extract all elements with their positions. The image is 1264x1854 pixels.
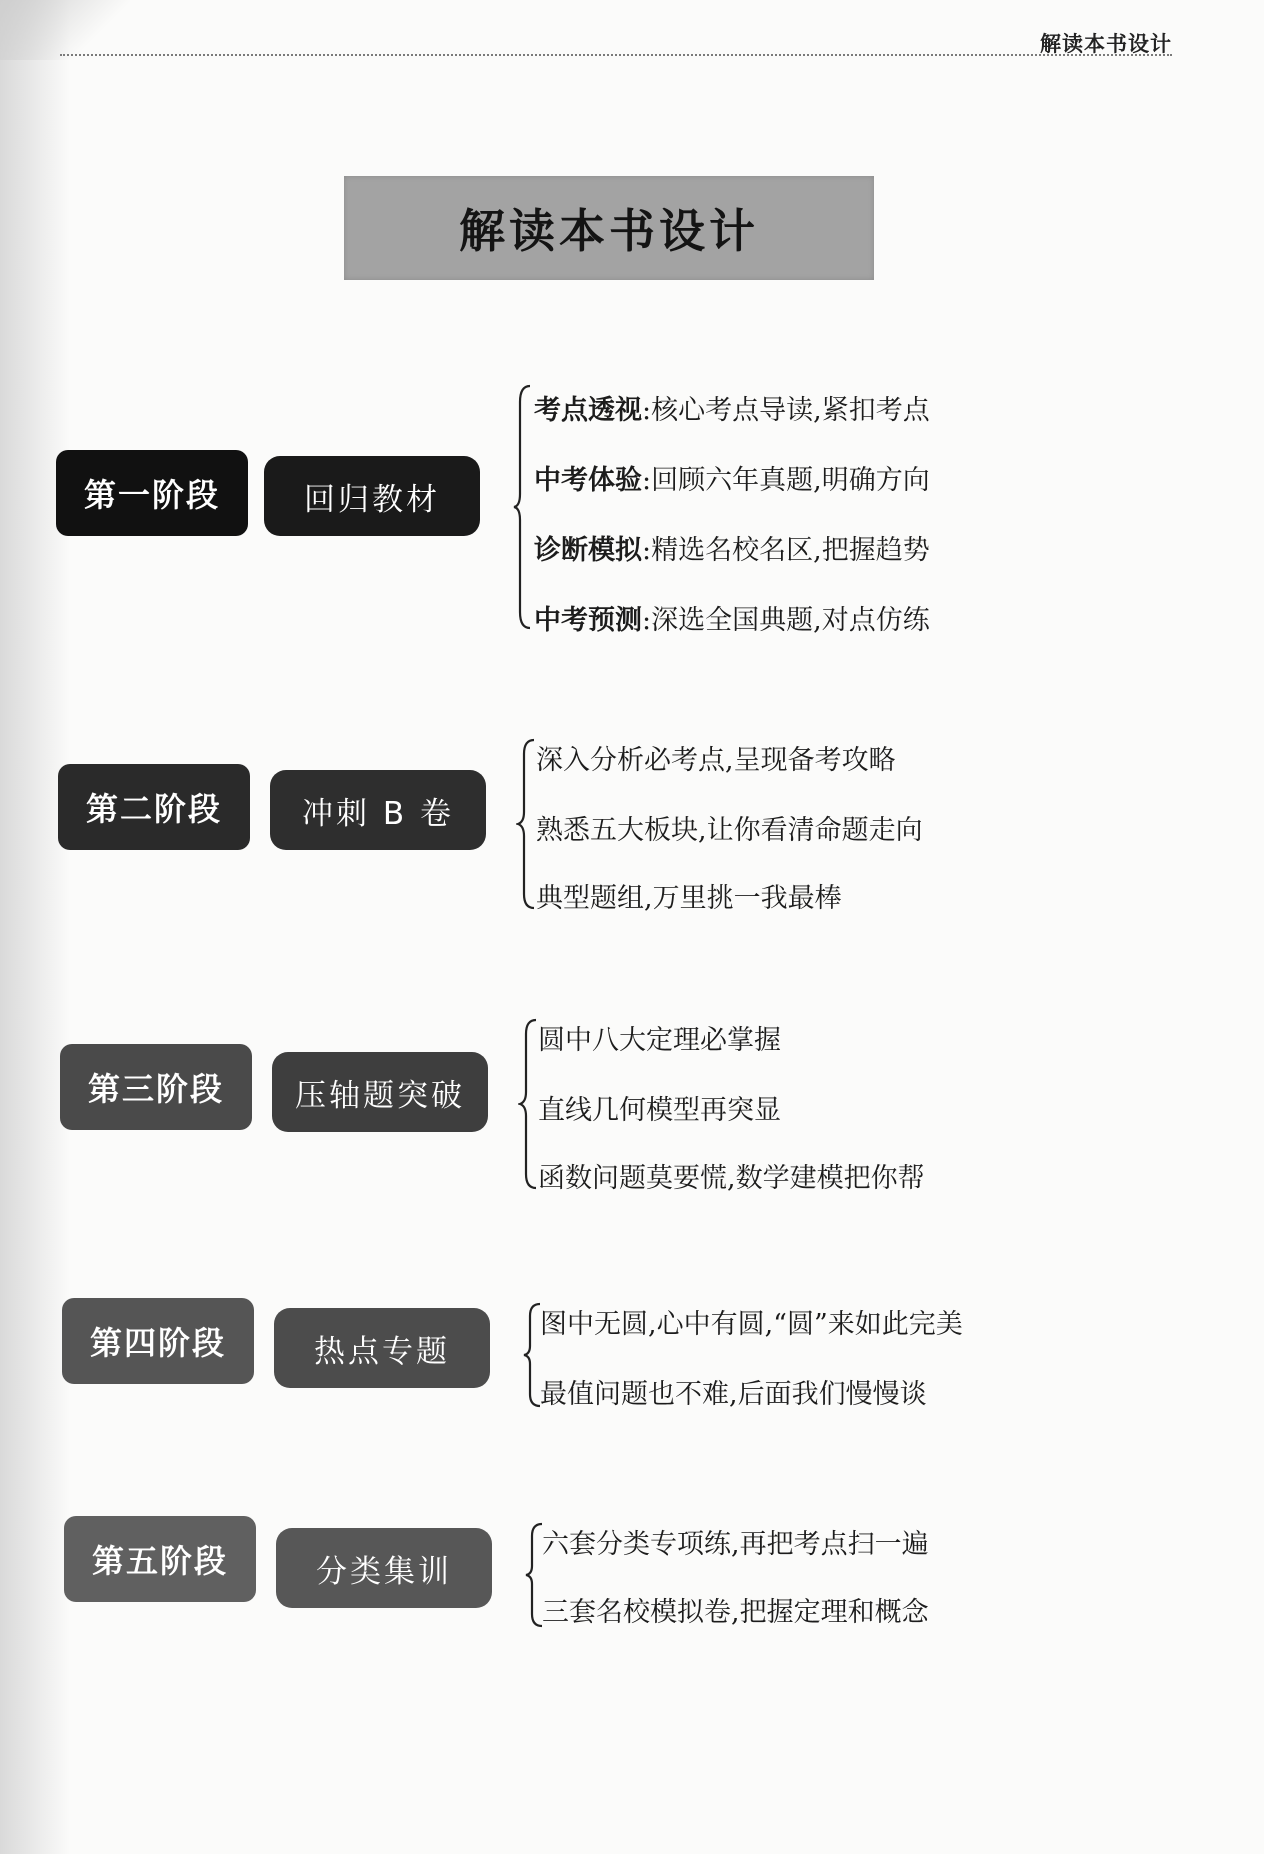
topic-badge-4: 热点专题 [274, 1308, 490, 1388]
stage-1-item-1: 考点透视:核心考点导读,紧扣考点 [534, 395, 930, 426]
stage-1-item-3: 诊断模拟:精选名校名区,把握趋势 [534, 535, 930, 566]
page-edge-shadow [0, 0, 70, 1854]
stage-badge-4: 第四阶段 [62, 1298, 254, 1384]
topic-badge-5: 分类集训 [276, 1528, 492, 1608]
topic-badge-2: 冲刺 B 卷 [270, 770, 486, 850]
page-title: 解读本书设计 [459, 204, 759, 258]
stage-3-item-1: 圆中八大定理必掌握 [538, 1025, 781, 1056]
header-divider [60, 54, 1172, 56]
stage-5-item-2: 三套名校模拟卷,把握定理和概念 [542, 1597, 929, 1628]
stage-1-item-2: 中考体验:回顾六年真题,明确方向 [534, 465, 930, 496]
stage-badge-5: 第五阶段 [64, 1516, 256, 1602]
stage-2-item-3: 典型题组,万里挑一我最棒 [536, 883, 842, 914]
stage-5-item-1: 六套分类专项练,再把考点扫一遍 [542, 1529, 929, 1560]
stage-1-item-4: 中考预测:深选全国典题,对点仿练 [534, 605, 930, 636]
stage-3-item-2: 直线几何模型再突显 [538, 1095, 781, 1126]
page-corner-shadow [0, 0, 130, 60]
stage-badge-2: 第二阶段 [58, 764, 250, 850]
stage-badge-3: 第三阶段 [60, 1044, 252, 1130]
topic-badge-3: 压轴题突破 [272, 1052, 488, 1132]
stage-2-item-2: 熟悉五大板块,让你看清命题走向 [536, 815, 923, 846]
topic-badge-1: 回归教材 [264, 456, 480, 536]
stage-3-item-3: 函数问题莫要慌,数学建模把你帮 [538, 1163, 925, 1194]
stage-4-item-2: 最值问题也不难,后面我们慢慢谈 [540, 1379, 927, 1410]
stage-2-item-1: 深入分析必考点,呈现备考攻略 [536, 745, 896, 776]
brace-1 [512, 382, 536, 632]
stage-badge-1: 第一阶段 [56, 450, 248, 536]
page-title-box [344, 176, 874, 280]
running-header: 解读本书设计 [1040, 32, 1172, 56]
stage-4-item-1: 图中无圆,心中有圆,“圆”来如此完美 [540, 1309, 963, 1340]
